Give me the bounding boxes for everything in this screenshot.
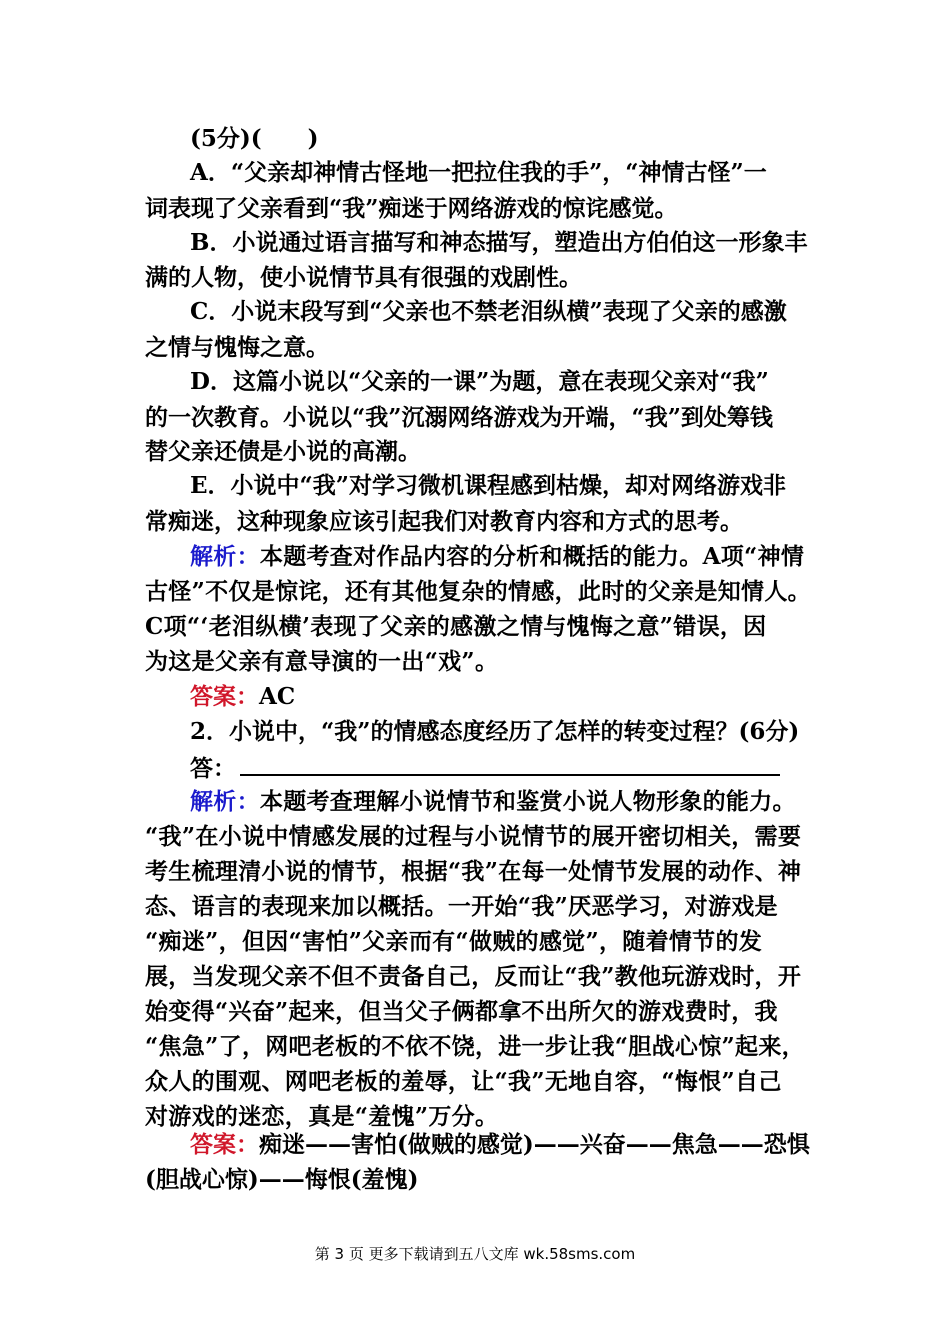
q2-analysis-line-4: 态、语言的表现来加以概括。一开始“我”厌恶学习，对游戏是 (145, 893, 778, 920)
q2-question: 2．小说中，“我”的情感态度经历了怎样的转变过程？(6分) (190, 718, 800, 745)
q1-points: (5分)( ) (190, 125, 319, 152)
q2-analysis-line-5: “痴迷”，但因“害怕”父亲而有“做贼的感觉”，随着情节的发 (145, 928, 763, 955)
q1-answer-value: AC (259, 683, 296, 710)
option-b-line-2: 满的人物，使小说情节具有很强的戏剧性。 (145, 264, 582, 291)
q2-analysis-line-9: 众人的围观、网吧老板的羞辱，让“我”无地自容，“悔恨”自己 (145, 1068, 782, 1095)
q2-analysis-label: 解析： (190, 788, 260, 815)
q2-answer-line-1: 答案：痴迷——害怕(做贼的感觉)——兴奋——焦急——恐惧 (190, 1131, 810, 1158)
q2-analysis-line-8: “焦急”了，网吧老板的不依不饶，进一步让我“胆战心惊”起来， (145, 1033, 805, 1060)
option-d-line-2: 的一次教育。小说以“我”沉溺网络游戏为开端，“我”到处筹钱 (145, 404, 773, 431)
q2-answer-label: 答案： (190, 1131, 259, 1158)
q1-analysis-line-3: C项“‘老泪纵横’表现了父亲的感激之情与愧悔之意”错误，因 (145, 613, 767, 640)
option-a-line-2: 词表现了父亲看到“我”痴迷于网络游戏的惊诧感觉。 (145, 195, 678, 222)
q1-analysis-label: 解析： (190, 543, 260, 570)
q2-answer-prompt: 答： (190, 752, 780, 784)
option-d-line-1: D．这篇小说以“父亲的一课”为题，意在表现父亲对“我” (190, 368, 769, 395)
q1-analysis-line-2: 古怪”不仅是惊诧，还有其他复杂的情感，此时的父亲是知情人。 (145, 578, 811, 605)
answer-blank-line[interactable] (240, 752, 780, 776)
q2-analysis-line-3: 考生梳理清小说的情节，根据“我”在每一处情节发展的动作、神 (145, 858, 802, 885)
q1-analysis-line-4: 为这是父亲有意导演的一出“戏”。 (145, 648, 499, 675)
option-d-line-3: 替父亲还债是小说的高潮。 (145, 438, 421, 465)
q1-analysis-line-1: 解析：本题考查对作品内容的分析和概括的能力。A项“神情 (190, 543, 805, 570)
q2-analysis-line-7: 始变得“兴奋”起来，但当父子俩都拿不出所欠的游戏费时，我 (145, 998, 778, 1025)
q2-analysis-line-10: 对游戏的迷恋，真是“羞愧”万分。 (145, 1103, 499, 1130)
q1-answer (190, 682, 295, 712)
q2-answer-line-2: (胆战心惊)——悔恨(羞愧) (145, 1166, 419, 1193)
option-b-line-1: B．小说通过语言描写和神态描写，塑造出方伯伯这一形象丰 (190, 229, 808, 256)
q2-analysis-line-1: 解析：本题考查理解小说情节和鉴赏小说人物形象的能力。 (190, 788, 796, 815)
option-c-line-2: 之情与愧悔之意。 (145, 334, 329, 361)
q2-analysis-line-6: 展，当发现父亲不但不责备自己，反而让“我”教他玩游戏时，开 (145, 963, 802, 990)
q2-analysis-line-2: “我”在小说中情感发展的过程与小说情节的展开密切相关，需要 (145, 823, 802, 850)
option-e-line-2: 常痴迷，这种现象应该引起我们对教育内容和方式的思考。 (145, 508, 743, 535)
option-e-line-1: E．小说中“我”对学习微机课程感到枯燥，却对网络游戏非 (190, 472, 786, 499)
page-footer: 第 3 页 更多下载请到五八文库 wk.58sms.com (314, 1245, 636, 1263)
option-c-line-1: C．小说末段写到“父亲也不禁老泪纵横”表现了父亲的感激 (190, 298, 787, 325)
q1-answer-label: 答案： (190, 683, 259, 710)
option-a-line-1: A．“父亲却神情古怪地一把拉住我的手”，“神情古怪”一 (190, 159, 767, 186)
